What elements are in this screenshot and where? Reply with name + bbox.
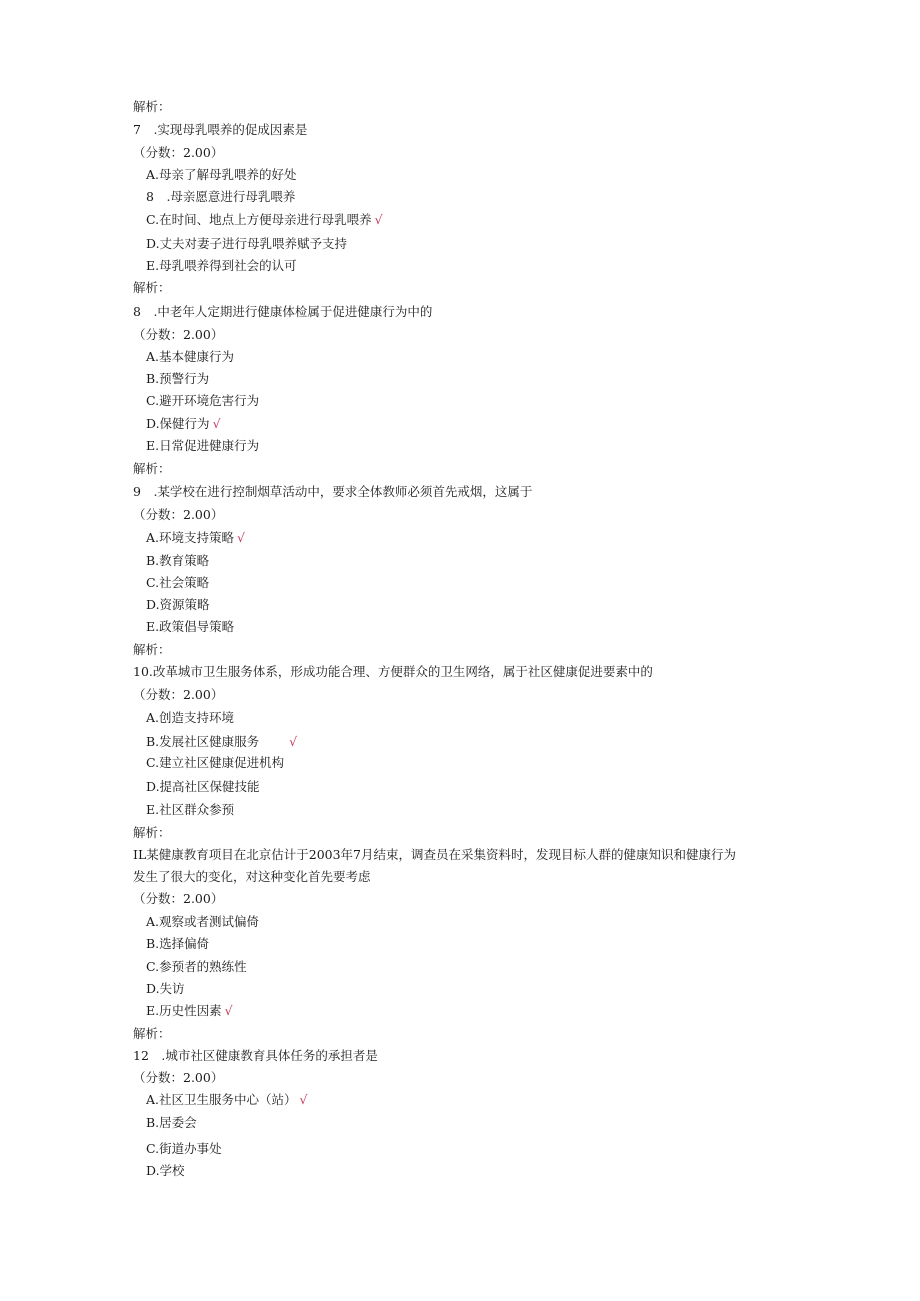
analysis-label: 解析： <box>133 825 171 840</box>
correct-check-icon: √ <box>224 1003 233 1018</box>
score-text: （分数：2.00） <box>133 1070 224 1085</box>
option-item: E.社区群众参预 <box>146 802 235 817</box>
score-text: （分数：2.00） <box>133 687 224 702</box>
option-item: C.街道办事处 <box>146 1141 222 1156</box>
option-item: B.预警行为 <box>146 371 210 386</box>
option-item: B.选择偏倚 <box>146 936 210 951</box>
analysis-label: 解析： <box>133 280 171 295</box>
option-item: E.母乳喂养得到社会的认可 <box>146 258 297 273</box>
question-text: 12 .城市社区健康教育具体任务的承担者是 <box>133 1048 378 1063</box>
score-text: （分数：2.00） <box>133 891 224 906</box>
option-item: B.发展社区健康服务 √ <box>146 734 298 749</box>
option-item: 8 .母亲愿意进行母乳喂养 <box>146 189 296 204</box>
analysis-label: 解析： <box>133 1026 171 1041</box>
option-item: A.基本健康行为 <box>146 349 235 364</box>
correct-check-icon: √ <box>299 1092 308 1107</box>
score-text: （分数：2.00） <box>133 145 224 160</box>
option-item: A.创造支持环境 <box>146 710 235 725</box>
option-item: A.社区卫生服务中心（站） √ <box>146 1092 308 1107</box>
question-text: 10.改革城市卫生服务体系，形成功能合理、方便群众的卫生网络，属于社区健康促进要素中的 <box>133 664 653 679</box>
analysis-label: 解析： <box>133 642 171 657</box>
option-item: D.丈夫对妻子进行母乳喂养赋予支持 <box>146 236 348 251</box>
analysis-label: 解析： <box>133 461 171 476</box>
correct-check-icon: √ <box>289 734 298 749</box>
option-item: C.避开环境危害行为 <box>146 393 260 408</box>
option-item: A.母亲了解母乳喂养的好处 <box>146 167 297 182</box>
option-item: C.参预者的熟练性 <box>146 959 247 974</box>
analysis-label: 解析： <box>133 99 171 114</box>
correct-check-icon: √ <box>212 416 221 431</box>
option-item: A.观察或者测试偏倚 <box>146 914 260 929</box>
score-text: （分数：2.00） <box>133 507 224 522</box>
option-item: D.保健行为 √ <box>146 416 221 431</box>
option-item: D.资源策略 <box>146 597 210 612</box>
option-item: E.政策倡导策略 <box>146 619 235 634</box>
option-item: E.日常促进健康行为 <box>146 438 260 453</box>
option-item: C.社会策略 <box>146 575 210 590</box>
correct-check-icon: √ <box>374 212 383 227</box>
option-item: D.失访 <box>146 981 185 996</box>
question-text: IL某健康教育项目在北京估计于2003年7月结束，调查员在采集资料时，发现目标人群的健康知识和健康行为 <box>133 847 737 862</box>
option-item: E.历史性因素 √ <box>146 1003 233 1018</box>
question-text: 8 .中老年人定期进行健康体检属于促进健康行为中的 <box>133 304 433 319</box>
score-text: （分数：2.00） <box>133 327 224 342</box>
option-item: C.在时间、地点上方便母亲进行母乳喂养 √ <box>146 212 383 227</box>
option-item: D.提高社区保健技能 <box>146 779 260 794</box>
question-text-continued: 发生了很大的变化，对这种变化首先要考虑 <box>133 869 371 884</box>
option-item: B.教育策略 <box>146 553 210 568</box>
question-text: 9 .某学校在进行控制烟草活动中，要求全体教师必须首先戒烟，这属于 <box>133 484 533 499</box>
option-item: A.环境支持策略 √ <box>146 530 245 545</box>
option-item: B.居委会 <box>146 1115 197 1130</box>
option-item: D.学校 <box>146 1163 185 1178</box>
correct-check-icon: √ <box>237 530 245 545</box>
question-text: 7 .实现母乳喂养的促成因素是 <box>133 122 308 137</box>
option-item: C.建立社区健康促进机构 <box>146 755 285 770</box>
